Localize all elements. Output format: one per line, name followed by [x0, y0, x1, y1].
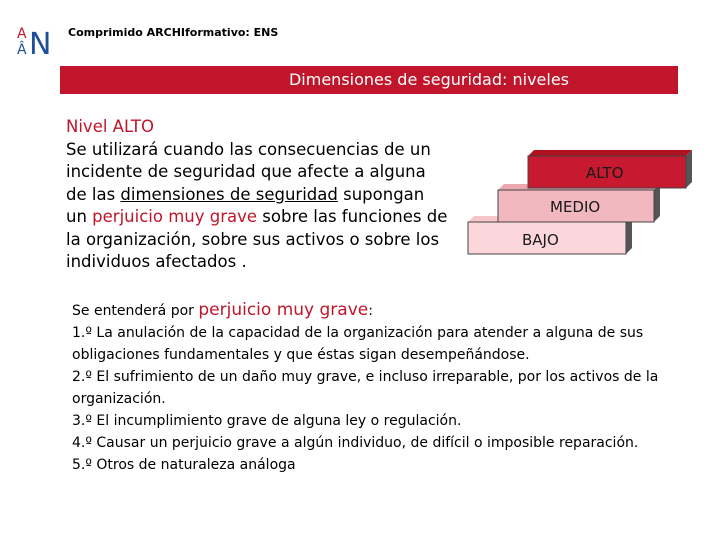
dimensiones-underlined: dimensiones de seguridad [120, 184, 338, 204]
logo-letter-n: N [29, 27, 52, 60]
level-text-part-5: sobre las funciones de la organización, sobre sus activos o sobre los individuos afectados . [66, 207, 448, 271]
perjuicio-highlight: perjuicio muy grave [92, 207, 258, 226]
list-item: 4.º Causar un perjuicio grave a algún individuo, de difícil o imposible reparación. [72, 435, 639, 451]
step-alto-side-face [686, 150, 692, 188]
logo-letter-a-circumflex: Â [17, 42, 27, 58]
definition-list [72, 322, 662, 476]
slide-title-bar [60, 66, 678, 94]
list-item: 5.º Otros de naturaleza análoga [72, 457, 296, 473]
level-text-part-3: supongan un [66, 184, 425, 226]
definition-intro [72, 300, 373, 320]
intro-after: : [368, 303, 373, 319]
level-paragraph [66, 139, 450, 274]
intro-highlight: perjuicio muy grave [198, 300, 369, 320]
level-steps-diagram [464, 146, 704, 266]
step-bajo-label: BAJO [522, 231, 559, 249]
list-item: 3.º El incumplimiento grave de alguna ley o regulación. [72, 413, 462, 429]
step-medio-side-face [654, 184, 660, 222]
archiformativo-logo [14, 20, 54, 60]
intro-before: Se entenderá por [72, 303, 199, 319]
step-medio-label: MEDIO [550, 198, 601, 216]
step-alto-top-face [528, 150, 692, 156]
slide-title: Dimensiones de seguridad: niveles [288, 70, 569, 89]
level-heading: Nivel ALTO [66, 117, 154, 136]
list-item: 2.º El sufrimiento de un daño muy grave, e incluso irreparable, por los activos de la organización. [72, 369, 659, 407]
level-text-part-1: Se utilizará cuando las consecuencias de un incidente de seguridad que afecte a alguna de las [66, 139, 431, 204]
logo-letter-a: A [17, 26, 27, 42]
list-item: 1.º La anulación de la capacidad de la organización para atender a alguna de sus obligaciones fundamentales y que éstas sigan desempeñándose. [72, 325, 644, 363]
level-description [66, 116, 450, 274]
header-title: Comprimido ARCHIformativo: ENS [68, 26, 279, 39]
step-alto-label: ALTO [586, 164, 624, 182]
